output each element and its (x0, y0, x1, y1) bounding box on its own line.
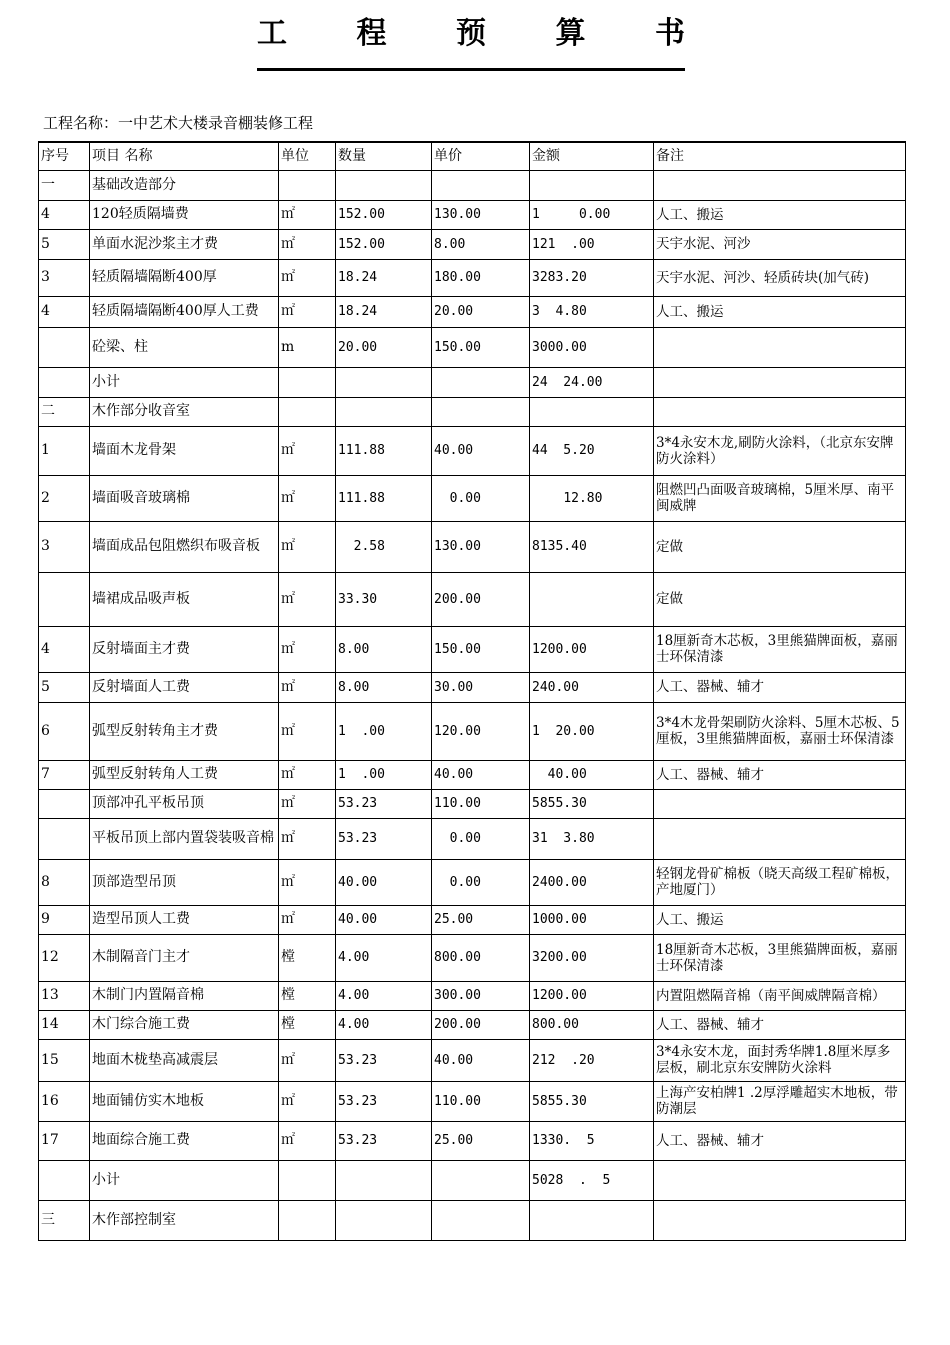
cell-price: 150.00 (432, 626, 530, 672)
cell-qty: 8.00 (336, 672, 432, 702)
table-row (39, 475, 906, 521)
cell-qty: 33.30 (336, 572, 432, 626)
cell-qty: 53.23 (336, 1039, 432, 1081)
cell-price: 110.00 (432, 1081, 530, 1121)
cell-no (39, 789, 90, 818)
cell-no (39, 572, 90, 626)
table-body (39, 170, 906, 1240)
cell-price: 25.00 (432, 1121, 530, 1160)
cell-price (432, 1200, 530, 1240)
cell-amount: 1000.00 (530, 905, 654, 934)
cell-no: 7 (39, 760, 90, 789)
cell-qty: 2.58 (336, 521, 432, 572)
cell-amount: 1200.00 (530, 981, 654, 1010)
cell-unit: ㎡ (279, 296, 336, 327)
cell-no: 3 (39, 521, 90, 572)
cell-price: 120.00 (432, 702, 530, 760)
cell-unit (279, 1200, 336, 1240)
project-name-value: 一中艺术大楼录音棚装修工程 (118, 114, 314, 132)
cell-amount: 240.00 (530, 672, 654, 702)
cell-unit: ㎡ (279, 859, 336, 905)
title-char: 算 (555, 16, 586, 51)
cell-unit: ㎡ (279, 672, 336, 702)
header-cell: 项目 名称 (90, 142, 279, 170)
cell-note (654, 818, 906, 859)
cell-amount: 40.00 (530, 760, 654, 789)
cell-no: 4 (39, 626, 90, 672)
cell-name: 顶部冲孔平板吊顶 (90, 789, 279, 818)
cell-name: 单面水泥沙浆主才费 (90, 229, 279, 259)
cell-note: 人工、搬运 (654, 200, 906, 229)
cell-price (432, 170, 530, 200)
cell-no: 5 (39, 229, 90, 259)
cell-amount: 3000.00 (530, 327, 654, 367)
cell-note: 人工、搬运 (654, 296, 906, 327)
cell-name: 墙面吸音玻璃棉 (90, 475, 279, 521)
cell-name: 砼梁、柱 (90, 327, 279, 367)
table-row (39, 760, 906, 789)
project-name-line (43, 112, 313, 133)
table-row (39, 229, 906, 259)
cell-amount: 1 0.00 (530, 200, 654, 229)
cell-amount: 121 .00 (530, 229, 654, 259)
table-row (39, 327, 906, 367)
cell-unit: ㎡ (279, 626, 336, 672)
cell-no (39, 818, 90, 859)
cell-amount (530, 572, 654, 626)
cell-no: 12 (39, 934, 90, 981)
cell-unit: ㎡ (279, 1039, 336, 1081)
cell-name: 120轻质隔墙费 (90, 200, 279, 229)
cell-name: 地面木栊垫高减震层 (90, 1039, 279, 1081)
cell-note (654, 170, 906, 200)
cell-note: 人工、器械、辅才 (654, 672, 906, 702)
cell-name: 弧型反射转角主才费 (90, 702, 279, 760)
cell-qty (336, 170, 432, 200)
cell-amount: 5028 . 5 (530, 1160, 654, 1200)
cell-qty: 8.00 (336, 626, 432, 672)
cell-unit: ㎡ (279, 1121, 336, 1160)
cell-unit (279, 170, 336, 200)
cell-note: 天宇水泥、河沙、轻质砖块(加气砖) (654, 259, 906, 296)
table-row (39, 1081, 906, 1121)
cell-qty (336, 367, 432, 397)
cell-name: 轻质隔墙隔断400厚人工费 (90, 296, 279, 327)
cell-no: 14 (39, 1010, 90, 1039)
cell-note: 18厘新奇木芯板，3里熊猫牌面板，嘉丽士环保清漆 (654, 934, 906, 981)
cell-unit: ㎡ (279, 426, 336, 475)
cell-name: 反射墙面主才费 (90, 626, 279, 672)
cell-price: 150.00 (432, 327, 530, 367)
cell-qty: 18.24 (336, 296, 432, 327)
cell-no: 16 (39, 1081, 90, 1121)
cell-price (432, 1160, 530, 1200)
table-row (39, 981, 906, 1010)
cell-qty: 4.00 (336, 981, 432, 1010)
cell-no: 2 (39, 475, 90, 521)
table-row (39, 397, 906, 426)
cell-price: 0.00 (432, 475, 530, 521)
cell-no (39, 1160, 90, 1200)
cell-price: 200.00 (432, 1010, 530, 1039)
cell-price: 200.00 (432, 572, 530, 626)
title-char: 预 (456, 16, 486, 51)
cell-amount: 5855.30 (530, 1081, 654, 1121)
cell-unit: ㎡ (279, 572, 336, 626)
header-cell: 单价 (432, 142, 530, 170)
cell-no: 4 (39, 296, 90, 327)
cell-price: 180.00 (432, 259, 530, 296)
cell-price: 20.00 (432, 296, 530, 327)
table-row (39, 296, 906, 327)
cell-note: 定做 (654, 572, 906, 626)
cell-qty: 111.88 (336, 475, 432, 521)
table-row (39, 672, 906, 702)
cell-unit: ㎡ (279, 702, 336, 760)
cell-no (39, 367, 90, 397)
cell-price: 30.00 (432, 672, 530, 702)
cell-name: 木门综合施工费 (90, 1010, 279, 1039)
cell-price: 130.00 (432, 200, 530, 229)
cell-name: 木制隔音门主才 (90, 934, 279, 981)
cell-amount: 8135.40 (530, 521, 654, 572)
cell-no: 4 (39, 200, 90, 229)
cell-note (654, 367, 906, 397)
cell-amount (530, 170, 654, 200)
table-row (39, 572, 906, 626)
cell-name: 小计 (90, 1160, 279, 1200)
cell-qty: 4.00 (336, 934, 432, 981)
cell-price: 300.00 (432, 981, 530, 1010)
cell-amount: 5855.30 (530, 789, 654, 818)
cell-unit: ㎡ (279, 760, 336, 789)
cell-qty: 4.00 (336, 1010, 432, 1039)
cell-name: 平板吊顶上部内置袋装吸音棉 (90, 818, 279, 859)
title-char: 书 (655, 16, 685, 51)
cell-amount: 3 4.80 (530, 296, 654, 327)
cell-name: 造型吊顶人工费 (90, 905, 279, 934)
table-row (39, 859, 906, 905)
title-underline (257, 68, 685, 71)
table-header-row (39, 142, 906, 170)
budget-table (38, 141, 906, 1241)
table-row (39, 259, 906, 296)
cell-note: 3*4永安木龙，面封秀华牌1.8厘米厚多层板，刷北京东安牌防火涂料 (654, 1039, 906, 1081)
cell-qty: 40.00 (336, 859, 432, 905)
table-row (39, 626, 906, 672)
cell-qty: 20.00 (336, 327, 432, 367)
cell-unit: ㎡ (279, 229, 336, 259)
cell-qty: 152.00 (336, 200, 432, 229)
cell-qty: 53.23 (336, 818, 432, 859)
cell-qty: 40.00 (336, 905, 432, 934)
cell-note: 人工、器械、辅才 (654, 760, 906, 789)
cell-note: 内置阻燃隔音棉（南平闽威牌隔音棉） (654, 981, 906, 1010)
cell-note: 3*4木龙骨架刷防火涂料、5厘木芯板、5厘板，3里熊猫牌面板，嘉丽士环保清漆 (654, 702, 906, 760)
cell-qty: 53.23 (336, 789, 432, 818)
cell-unit: m (279, 327, 336, 367)
cell-unit (279, 397, 336, 426)
cell-unit: ㎡ (279, 475, 336, 521)
cell-note: 阻燃凹凸面吸音玻璃棉，5厘米厚、南平闽威牌 (654, 475, 906, 521)
cell-no: 5 (39, 672, 90, 702)
header-cell: 金额 (530, 142, 654, 170)
cell-amount: 24 24.00 (530, 367, 654, 397)
cell-name: 木作部分收音室 (90, 397, 279, 426)
table-row (39, 1121, 906, 1160)
cell-name: 弧型反射转角人工费 (90, 760, 279, 789)
cell-name: 地面综合施工费 (90, 1121, 279, 1160)
cell-price: 40.00 (432, 426, 530, 475)
cell-unit: ㎡ (279, 905, 336, 934)
cell-price: 0.00 (432, 818, 530, 859)
table-row (39, 789, 906, 818)
table-row (39, 1160, 906, 1200)
cell-name: 地面铺仿实木地板 (90, 1081, 279, 1121)
cell-name: 小计 (90, 367, 279, 397)
header-cell: 序号 (39, 142, 90, 170)
table-row (39, 702, 906, 760)
cell-name: 墙面成品包阻燃织布吸音板 (90, 521, 279, 572)
cell-unit (279, 1160, 336, 1200)
cell-no: 1 (39, 426, 90, 475)
cell-amount: 2400.00 (530, 859, 654, 905)
cell-unit: 樘 (279, 934, 336, 981)
title-char: 工 (257, 16, 287, 51)
cell-qty: 1 .00 (336, 702, 432, 760)
table-row (39, 818, 906, 859)
cell-name: 木制门内置隔音棉 (90, 981, 279, 1010)
header-cell: 备注 (654, 142, 906, 170)
cell-unit: ㎡ (279, 521, 336, 572)
table-row (39, 1200, 906, 1240)
cell-no: 三 (39, 1200, 90, 1240)
cell-no: 17 (39, 1121, 90, 1160)
cell-note: 上海产安柏牌1 .2厚浮雕超实木地板，带防潮层 (654, 1081, 906, 1121)
cell-note (654, 397, 906, 426)
table-row (39, 200, 906, 229)
cell-amount: 31 3.80 (530, 818, 654, 859)
cell-amount: 800.00 (530, 1010, 654, 1039)
cell-amount: 1 20.00 (530, 702, 654, 760)
cell-name: 基础改造部分 (90, 170, 279, 200)
cell-qty: 1 .00 (336, 760, 432, 789)
cell-price: 0.00 (432, 859, 530, 905)
table-row (39, 1039, 906, 1081)
cell-qty: 53.23 (336, 1081, 432, 1121)
cell-qty: 53.23 (336, 1121, 432, 1160)
cell-amount (530, 397, 654, 426)
cell-name: 墙面木龙骨架 (90, 426, 279, 475)
cell-qty (336, 397, 432, 426)
cell-no: 一 (39, 170, 90, 200)
table-row (39, 905, 906, 934)
header-cell: 数量 (336, 142, 432, 170)
cell-amount: 3200.00 (530, 934, 654, 981)
cell-name: 木作部控制室 (90, 1200, 279, 1240)
cell-price (432, 397, 530, 426)
cell-price: 8.00 (432, 229, 530, 259)
cell-unit: ㎡ (279, 818, 336, 859)
cell-amount: 1330. 5 (530, 1121, 654, 1160)
cell-amount: 1200.00 (530, 626, 654, 672)
cell-price: 25.00 (432, 905, 530, 934)
cell-unit (279, 367, 336, 397)
cell-unit: ㎡ (279, 789, 336, 818)
document-title (257, 10, 685, 50)
header-cell: 单位 (279, 142, 336, 170)
cell-amount (530, 1200, 654, 1240)
cell-no (39, 327, 90, 367)
cell-qty: 152.00 (336, 229, 432, 259)
cell-note: 轻钢龙骨矿棉板（晓天高级工程矿棉板，产地厦门） (654, 859, 906, 905)
cell-name: 顶部造型吊顶 (90, 859, 279, 905)
table-row (39, 426, 906, 475)
cell-unit: 樘 (279, 1010, 336, 1039)
cell-qty: 18.24 (336, 259, 432, 296)
cell-unit: ㎡ (279, 200, 336, 229)
cell-amount: 3283.20 (530, 259, 654, 296)
cell-amount: 12.80 (530, 475, 654, 521)
cell-price: 130.00 (432, 521, 530, 572)
table-row (39, 170, 906, 200)
cell-unit: 樘 (279, 981, 336, 1010)
title-char: 程 (356, 16, 387, 51)
cell-unit: ㎡ (279, 259, 336, 296)
cell-no: 3 (39, 259, 90, 296)
cell-unit: ㎡ (279, 1081, 336, 1121)
project-name-label: 工程名称： (43, 114, 119, 132)
cell-no: 8 (39, 859, 90, 905)
cell-no: 6 (39, 702, 90, 760)
table-row (39, 521, 906, 572)
cell-name: 反射墙面人工费 (90, 672, 279, 702)
cell-note (654, 327, 906, 367)
cell-note: 18厘新奇木芯板，3里熊猫牌面板，嘉丽士环保清漆 (654, 626, 906, 672)
cell-amount: 44 5.20 (530, 426, 654, 475)
cell-no: 15 (39, 1039, 90, 1081)
cell-price: 800.00 (432, 934, 530, 981)
cell-note: 人工、器械、辅才 (654, 1121, 906, 1160)
cell-price: 40.00 (432, 760, 530, 789)
cell-price (432, 367, 530, 397)
cell-note: 天宇水泥、河沙 (654, 229, 906, 259)
table-row (39, 367, 906, 397)
cell-name: 墙裙成品吸声板 (90, 572, 279, 626)
cell-qty (336, 1160, 432, 1200)
cell-no: 13 (39, 981, 90, 1010)
cell-note: 人工、器械、辅才 (654, 1010, 906, 1039)
table-row (39, 934, 906, 981)
cell-note (654, 1160, 906, 1200)
cell-qty: 111.88 (336, 426, 432, 475)
cell-name: 轻质隔墙隔断400厚 (90, 259, 279, 296)
cell-note: 3*4永安木龙,刷防火涂料，（北京东安牌防火涂料） (654, 426, 906, 475)
cell-no: 9 (39, 905, 90, 934)
cell-note: 人工、搬运 (654, 905, 906, 934)
cell-amount: 212 .20 (530, 1039, 654, 1081)
cell-price: 40.00 (432, 1039, 530, 1081)
cell-note: 定做 (654, 521, 906, 572)
cell-no: 二 (39, 397, 90, 426)
cell-price: 110.00 (432, 789, 530, 818)
cell-note (654, 789, 906, 818)
cell-qty (336, 1200, 432, 1240)
cell-note (654, 1200, 906, 1240)
table-row (39, 1010, 906, 1039)
